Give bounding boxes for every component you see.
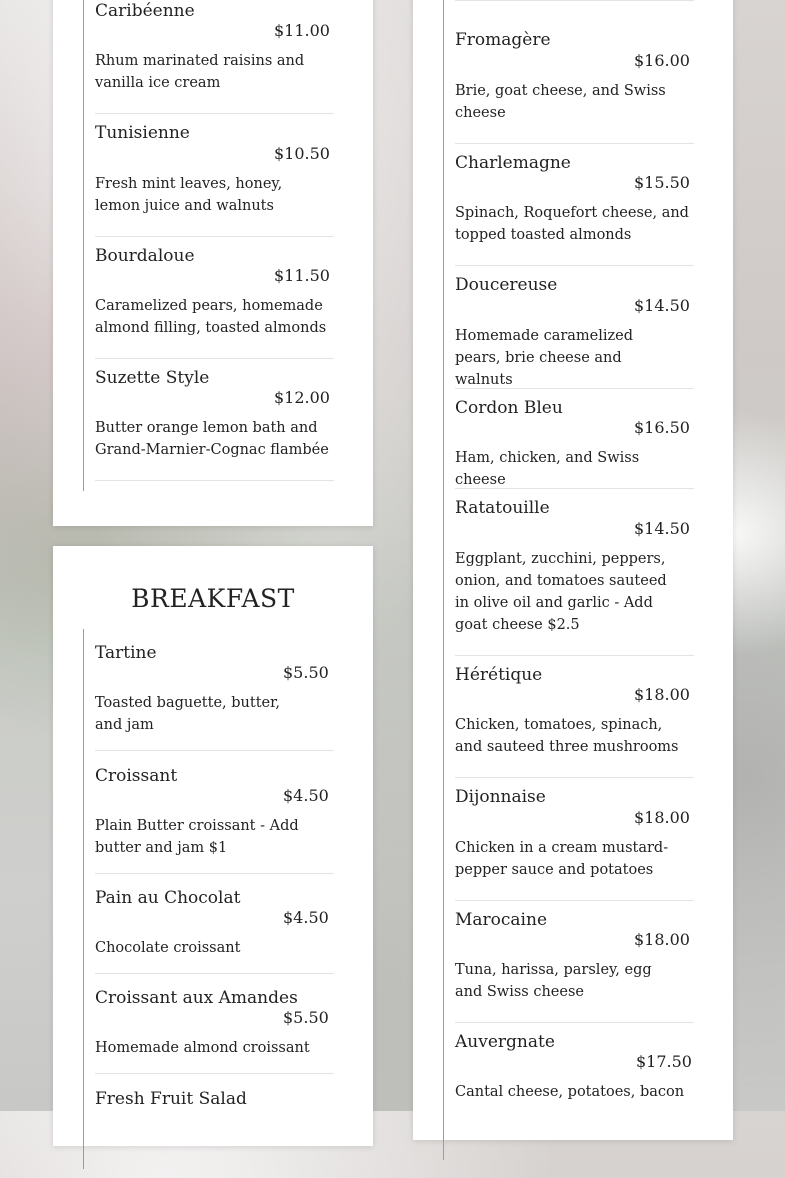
item-name: Tunisienne	[95, 123, 190, 143]
item-name: Hérétique	[455, 665, 543, 685]
item-name: Auvergnate	[455, 1032, 555, 1052]
menu-item	[95, 642, 334, 751]
item-name: Pain au Chocolat	[95, 888, 241, 908]
item-name: Fromagère	[455, 30, 551, 50]
item-description: Butter orange lemon bath and Grand-Marnier-Cognac flambée	[95, 420, 329, 458]
menu-item-cut-off	[455, 0, 694, 1]
menu-item-list	[443, 0, 694, 1160]
main-dishes-menu-panel	[413, 0, 733, 1140]
item-name: Charlemagne	[455, 153, 571, 173]
item-price: $18.00	[634, 930, 690, 949]
menu-item	[95, 765, 334, 874]
menu-item	[95, 0, 334, 114]
item-name: Croissant aux Amandes	[95, 988, 298, 1008]
menu-item-list	[83, 0, 334, 491]
item-name: Fresh Fruit Salad	[95, 1089, 247, 1109]
item-description: Chicken, tomatoes, spinach, and sauteed three mushrooms	[455, 717, 679, 755]
item-description: Rhum marinated raisins and vanilla ice cream	[95, 53, 305, 91]
item-price: $5.50	[283, 1008, 329, 1027]
menu-item-list	[83, 629, 334, 1169]
breakfast-menu-panel	[53, 546, 373, 1146]
item-name: Cordon Bleu	[455, 398, 563, 418]
item-price: $12.00	[274, 388, 330, 407]
item-price: $14.50	[634, 519, 690, 538]
item-name: Marocaine	[455, 910, 548, 930]
item-price: $15.50	[634, 173, 690, 192]
item-price: $18.00	[634, 685, 690, 704]
menu-item	[95, 887, 334, 974]
crepes-menu-panel	[53, 0, 373, 526]
item-price: $11.00	[274, 21, 330, 40]
menu-item	[455, 1031, 694, 1151]
item-description: Toasted baguette, butter, and jam	[95, 695, 281, 733]
item-price: $14.50	[634, 296, 690, 315]
item-description: Homemade caramelized pears, brie cheese and walnuts	[455, 328, 634, 388]
item-name: Bourdaloue	[95, 246, 195, 266]
item-description: Tuna, harissa, parsley, egg and Swiss cheese	[455, 962, 652, 1000]
item-price: $18.00	[634, 808, 690, 827]
item-name: Suzette Style	[95, 368, 210, 388]
item-description: Caramelized pears, homemade almond filling, toasted almonds	[95, 298, 327, 336]
item-price: $16.50	[634, 418, 690, 437]
item-description: Homemade almond croissant	[95, 1040, 310, 1056]
item-name: Dijonnaise	[455, 787, 546, 807]
item-price: $16.00	[634, 51, 690, 70]
item-name: Croissant	[95, 766, 178, 786]
menu-item	[455, 274, 694, 389]
item-description: Ham, chicken, and Swiss cheese	[455, 450, 640, 488]
item-name: Tartine	[95, 643, 157, 663]
item-price: $4.50	[283, 908, 329, 927]
item-name: Doucereuse	[455, 275, 558, 295]
menu-item	[455, 786, 694, 901]
menu-item	[95, 1088, 334, 1178]
section-title: BREAKFAST	[131, 584, 295, 613]
item-name: Caribéenne	[95, 1, 195, 21]
menu-item	[95, 245, 334, 359]
item-description: Chocolate croissant	[95, 940, 241, 956]
menu-item	[95, 987, 334, 1074]
item-description: Plain Butter croissant - Add butter and jam $1	[95, 818, 299, 856]
menu-item	[95, 367, 334, 481]
item-price: $17.50	[636, 1052, 692, 1071]
item-description: Cantal cheese, potatoes, bacon	[455, 1084, 685, 1100]
item-name: Ratatouille	[455, 498, 550, 518]
menu-item	[455, 909, 694, 1023]
item-price: $10.50	[274, 144, 330, 163]
menu-item	[455, 152, 694, 266]
item-description: Fresh mint leaves, honey, lemon juice and walnuts	[95, 176, 283, 214]
item-price: $5.50	[283, 663, 329, 682]
menu-item	[95, 122, 334, 237]
item-description: Spinach, Roquefort cheese, and topped toasted almonds	[455, 205, 689, 243]
menu-item	[455, 397, 694, 489]
menu-item	[455, 664, 694, 778]
menu-item	[455, 29, 694, 144]
menu-item	[455, 497, 694, 656]
item-price: $11.50	[274, 266, 330, 285]
item-price: $4.50	[283, 786, 329, 805]
item-description: Chicken in a cream mustard-pepper sauce and potatoes	[455, 840, 669, 878]
item-description: Brie, goat cheese, and Swiss cheese	[455, 83, 666, 121]
item-description: Eggplant, zucchini, peppers, onion, and tomatoes sauteed in olive oil and garlic - Add goat cheese $2.5	[455, 551, 667, 633]
